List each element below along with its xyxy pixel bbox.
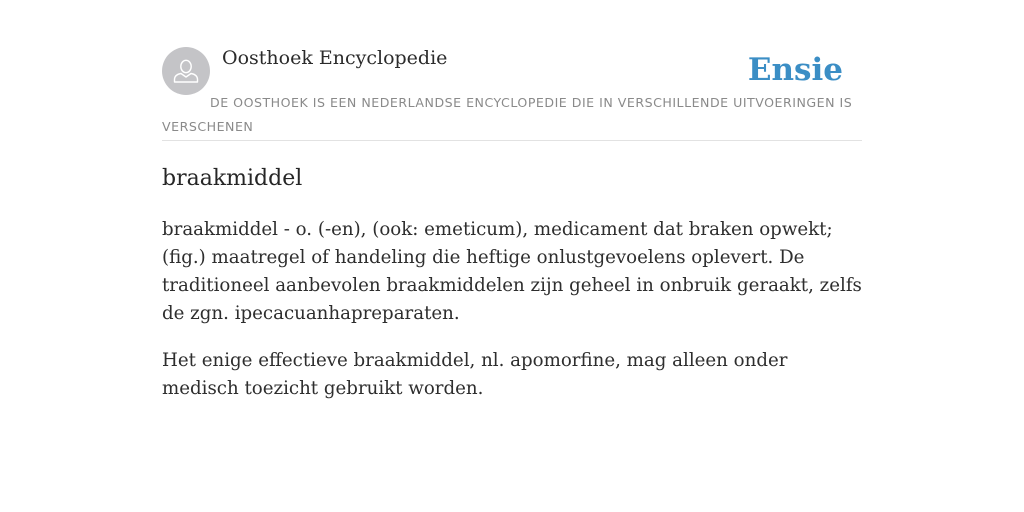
- source-title[interactable]: Oosthoek Encyclopedie: [222, 47, 448, 69]
- source-description: DE OOSTHOEK IS EEN NEDERLANDSE ENCYCLOPEDIE DIE IN VERSCHILLENDE UITVOERINGEN IS VERSCHENEN: [162, 95, 853, 134]
- entry-paragraph: braakmiddel - o. (-en), (ook: emeticum), medicament dat braken opwekt; (fig.) maatregel of handeling die heftige onlustgevoelens oplevert. De traditioneel aanbevolen braakmiddelen zijn geheel in onbruik geraakt, zelfs de zgn. ipecacuanhapreparaten.: [162, 219, 862, 324]
- source-header: [162, 44, 862, 141]
- user-icon[interactable]: [162, 47, 210, 95]
- entry-paragraph: Het enige effectieve braakmiddel, nl. apomorfine, mag alleen onder medisch toezicht gebruikt worden.: [162, 350, 788, 399]
- entry-content: [162, 216, 862, 422]
- entry-title: braakmiddel: [162, 166, 303, 191]
- brand-logo[interactable]: Ensie: [747, 52, 843, 88]
